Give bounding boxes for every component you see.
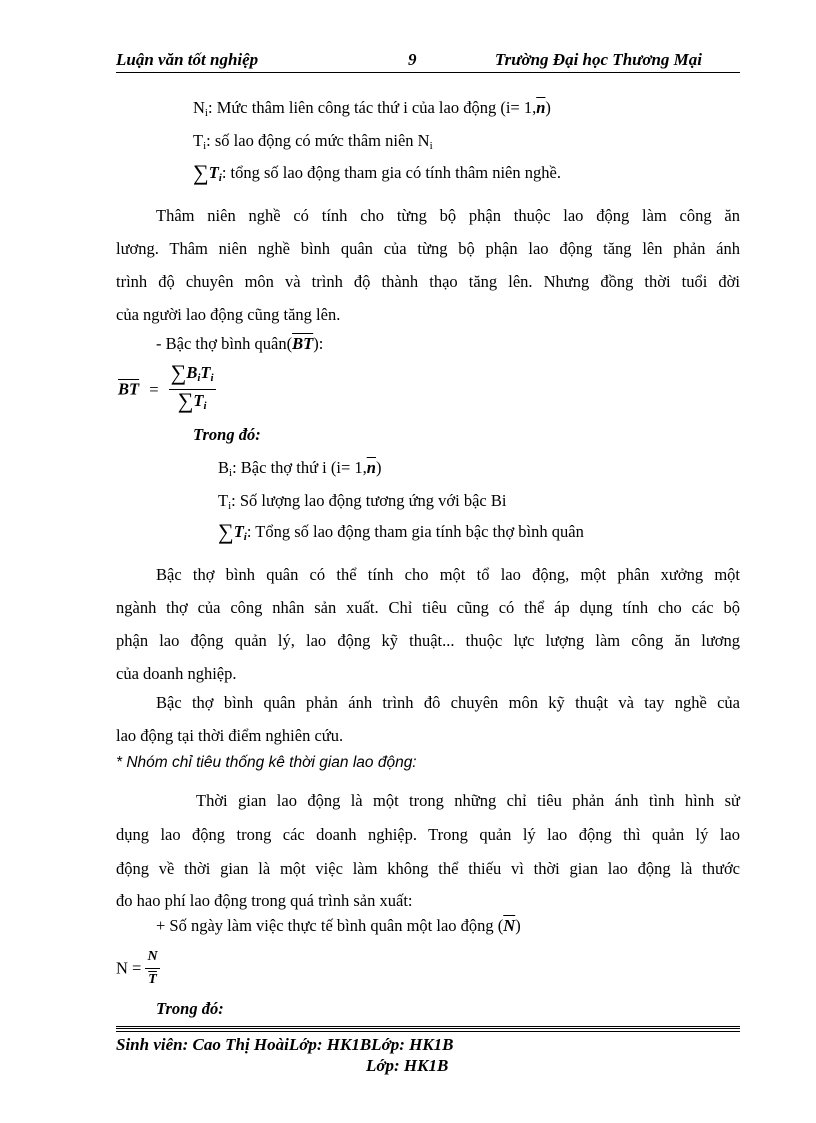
paragraph-seniority-cont: lương. Thâm niên nghề bình quân của từng bộ phận lao động tăng lên phản ánh trình độ chuyên môn và trình độ thành thạo tăng lên. Nhưng đồng thời tuổi đời bbox=[116, 239, 740, 291]
def-ni: $N_i$: Mức thâm liên công tác thứ i của lao động $(i= 1,\overline{n})$ bbox=[193, 98, 551, 119]
footer-divider bbox=[116, 1026, 740, 1029]
def-sum-ti-2: $\sum T_i$: Tổng số lao động tham gia tính bậc thợ bình quân bbox=[218, 519, 584, 544]
paragraph-bt-scope-last: của doanh nghiệp. bbox=[116, 664, 237, 683]
def-ti: $T_i$: số lao động có mức thâm niên $N_i$ bbox=[193, 131, 433, 152]
paragraph-work-time-cont: dụng lao động trong các doanh nghiệp. Trong quản lý lao động thì quản lý lao động về thời gian là một việc làm không thể thiếu vì thời gian lao động là thước bbox=[116, 825, 740, 878]
footer-student: Sinh viên: Cao Thị HoàiLớp: HK1BLớp: HK1B bbox=[116, 1035, 454, 1054]
paragraph-seniority-last: của người lao động cũng tăng lên. bbox=[116, 305, 341, 324]
paragraph-bt-meaning: Bậc thợ bình quân phản ánh trình đô chuyên môn kỹ thuật và tay nghề của bbox=[156, 693, 740, 712]
def-sum-ti: $\sum T_i$: tổng số lao động tham gia có tính thâm niên nghề. bbox=[193, 160, 561, 185]
paragraph-bt-scope-cont: ngành thợ của công nhân sản xuất. Chỉ tiêu cũng có thể áp dụng tính cho các bộ phận lao động quản lý, lao động kỹ thuật... thuộc lực lượng làm công ăn lương bbox=[116, 598, 740, 650]
footer-class: Lớp: HK1B bbox=[366, 1056, 449, 1075]
paragraph-bt-meaning-last: lao động tại thời điểm nghiên cứu. bbox=[116, 726, 344, 745]
header-thesis-title: Luận văn tốt nghiệp bbox=[116, 50, 259, 69]
header-university: Trường Đại học Thương Mại bbox=[494, 50, 702, 69]
page-header bbox=[116, 48, 740, 73]
paragraph-work-time: Thời gian lao động là một trong những chỉ tiêu phản ánh tình hình sử bbox=[196, 791, 740, 810]
where-label-2: Trong đó: bbox=[156, 999, 224, 1018]
sum-symbol-icon: ∑ bbox=[193, 160, 209, 185]
paragraph-bt-scope: Bậc thợ bình quân có thể tính cho một tổ lao động, một phân xưởng một bbox=[156, 565, 740, 584]
sum-symbol-icon: ∑ bbox=[218, 519, 234, 544]
formula-bt: $\overline{BT}$ = $\frac{\sum B_iT_i}{\sum T_i}$ bbox=[118, 362, 216, 417]
page-number: 9 bbox=[408, 50, 417, 69]
fraction-n: $\frac{N}{T}$ bbox=[145, 946, 159, 991]
bt-heading: - Bậc thợ bình $quân(\overline{BT})$: bbox=[156, 334, 324, 353]
n-heading: + Số ngày làm việc thực tế bình quân một lao động $(\overline{N})$ bbox=[156, 916, 521, 935]
where-label-1: Trong đó: bbox=[193, 425, 261, 444]
paragraph-work-time-last: đo hao phí lao động trong quá trình sản xuất: bbox=[116, 891, 413, 910]
def-ti-2: $T_i$: Số lượng lao động tương ứng với bậc Bi bbox=[218, 491, 507, 512]
formula-n: N = $\frac{N}{T}$ bbox=[116, 946, 160, 991]
footer-divider-thin bbox=[116, 1031, 740, 1032]
fraction-bt: $\frac{\sum B_iT_i}{\sum T_i}$ bbox=[170, 360, 214, 413]
def-bi: $B_i$: Bậc thợ thứ i $(i= 1,\overline{n})$ bbox=[218, 458, 382, 479]
section-heading-time: * Nhóm chỉ tiêu thống kê thời gian lao động: bbox=[116, 754, 417, 771]
paragraph-seniority: Thâm niên nghề có tính cho từng bộ phận thuộc lao động làm công ăn bbox=[156, 206, 740, 225]
